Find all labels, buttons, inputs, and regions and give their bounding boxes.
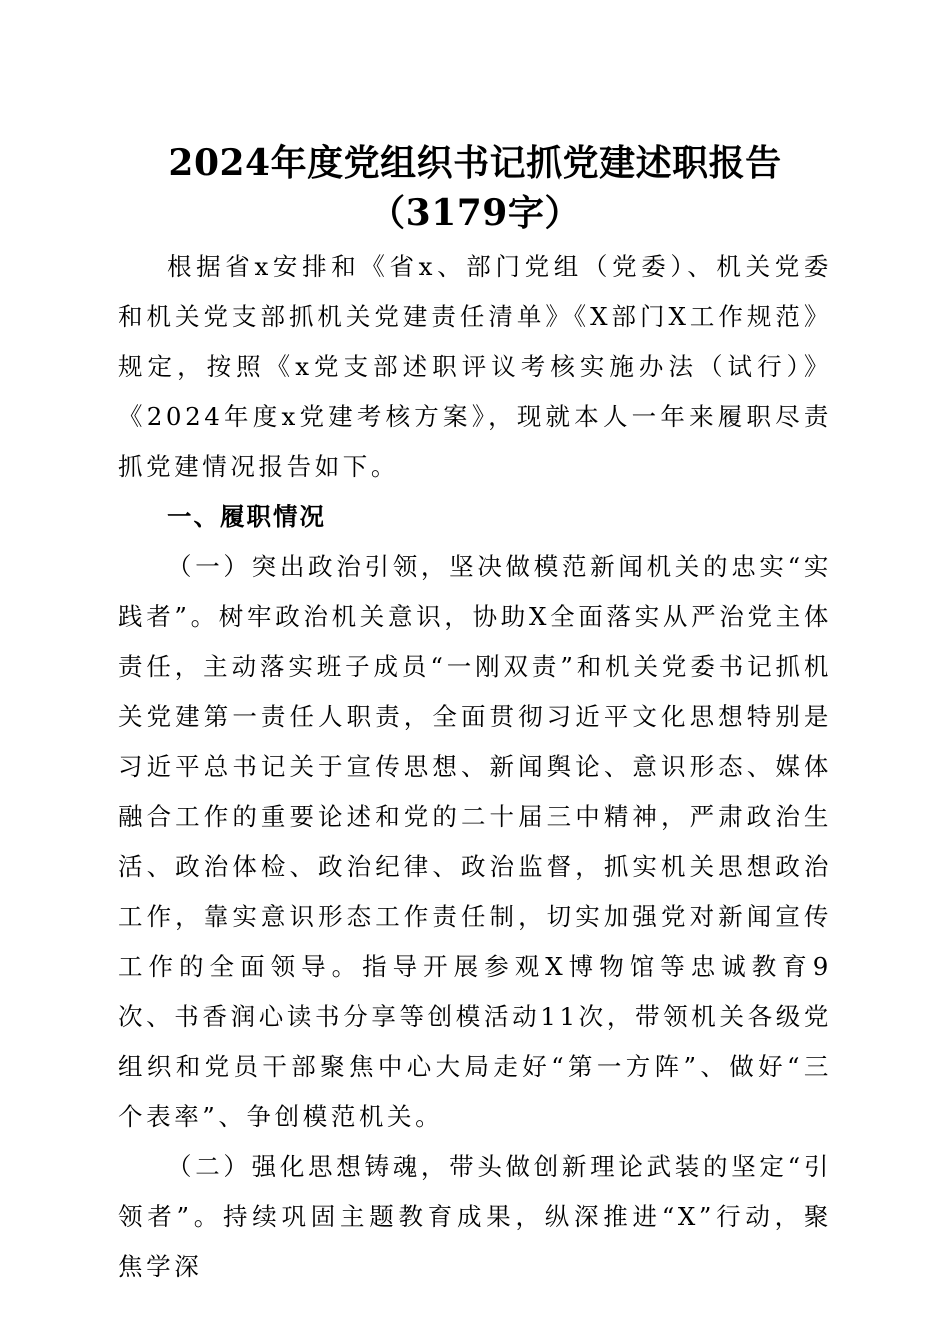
document-title: 2024年度党组织书记抓党建述职报告（3179字） xyxy=(168,142,782,234)
document-body xyxy=(118,242,832,1292)
intro-paragraph: 根据省x安排和《省x、部门党组（党委）、机关党委和机关党支部抓机关党建责任清单》《X部门X工作规范》规定，按照《x党支部述职评议考核实施办法（试行）》《2024年度x党建考核方案》，现就本人一年来履职尽责抓党建情况报告如下。 xyxy=(118,252,832,481)
section-heading: 一、履职情况 xyxy=(167,502,326,531)
body-paragraph-1: （一）突出政治引领，坚决做模范新闻机关的忠实“实践者”。树牢政治机关意识，协助X全面落实从严治党主体责任，主动落实班子成员“一刚双责”和机关党委书记抓机关党建第一责任人职责，全面贯彻习近平文化思想特别是习近平总书记关于宣传思想、新闻舆论、意识形态、媒体融合工作的重要论述和党的二十届三中精神，严肃政治生活、政治体检、政治纪律、政治监督，抓实机关思想政治工作，靠实意识形态工作责任制，切实加强党对新闻宣传工作的全面领导。指导开展参观X博物馆等忠诚教育9次、书香润心读书分享等创模活动11次，带领机关各级党组织和党员干部聚焦中心大局走好“第一方阵”、做好“三个表率”、争创模范机关。 xyxy=(118,552,832,1131)
body-paragraph-2: （二）强化思想铸魂，带头做创新理论武装的坚定“引领者”。持续巩固主题教育成果，纵深推进“X”行动，聚焦学深 xyxy=(118,1152,832,1281)
